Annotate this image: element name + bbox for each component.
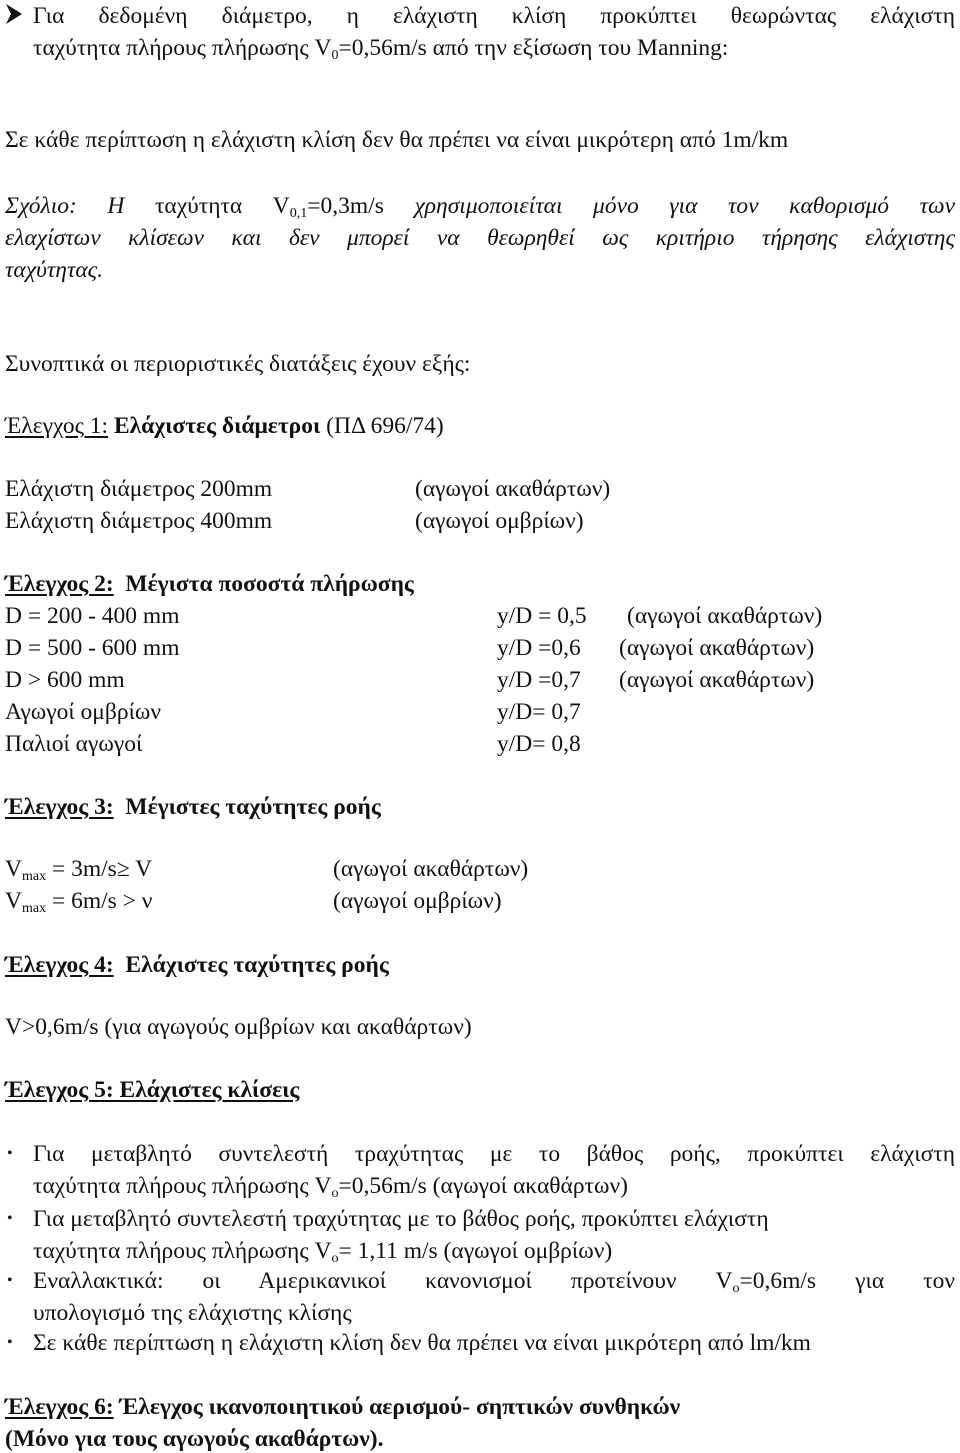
bullet-line: υπολογισμό της ελάχιστης κλίσης <box>33 1300 352 1326</box>
check2-row-note: (αγωγοί ακαθάρτων) <box>619 667 815 693</box>
bullet-line: Εναλλακτικά: οι Αμερικανικοί κανονισμοί προτείνουν $V_o=0,6m/s$ για τον <box>33 1268 956 1296</box>
bullet-icon: • <box>7 1145 13 1162</box>
comment-line: ταχύτητας. <box>5 257 104 283</box>
comment-line: ελαχίστων κλίσεων και δεν μπορεί να θεωρηθεί ως κριτήριο τήρησης ελάχιστης <box>5 225 955 251</box>
check1-heading: Έλεγχος 1: Ελάχιστες διάμετροι (ΠΔ 696/74) <box>5 413 444 439</box>
check2-row: D = 200 - 400 mm <box>5 603 180 629</box>
arrow-bullet-icon <box>4 2 24 26</box>
check2-row: D > 600 mm <box>5 667 125 693</box>
check2-row-note: (αγωγοί ακαθάρτων) <box>619 635 815 661</box>
check2-row-note: (αγωγοί ακαθάρτων) <box>627 603 823 629</box>
check2-row-ratio: y/D =0,7 <box>497 667 581 693</box>
check3-row-note: (αγωγοί ακαθάρτων) <box>333 856 529 882</box>
paragraph-min-slope: Σε κάθε περίπτωση η ελάχιστη κλίση δεν θα πρέπει να είναι μικρότερη από 1m/km <box>5 127 789 153</box>
check4-text: V>0,6m/s (για αγωγούς ομβρίων και ακαθάρτων) <box>5 1014 472 1040</box>
summary-text: Συνοπτικά οι περιοριστικές διατάξεις έχουν εξής: <box>5 351 471 377</box>
check1-row: Ελάχιστη διάμετρος 200mm <box>5 476 273 502</box>
check2-row-ratio: y/D =0,6 <box>497 635 581 661</box>
check2-row-ratio: y/D= 0,8 <box>497 731 581 757</box>
check2-row-ratio: y/D = 0,5 <box>497 603 587 629</box>
paragraph-line: Για δεδομένη διάμετρο, η ελάχιστη κλίση προκύπτει θεωρώντας ελάχιστη <box>33 3 955 29</box>
bullet-line: ταχύτητα πλήρους πλήρωσης $V_o= 1,11$ m/s (αγωγοί ομβρίων) <box>33 1238 613 1266</box>
bullet-line: ταχύτητα πλήρους πλήρωσης $V_o=0,56m/s$ (αγωγοί ακαθάρτων) <box>33 1173 628 1201</box>
check2-row: Παλιοί αγωγοί <box>5 731 143 757</box>
bullet-line: Σε κάθε περίπτωση η ελάχιστη κλίση δεν θα πρέπει να είναι μικρότερη από lm/km <box>33 1330 811 1356</box>
check1-row-note: (αγωγοί ακαθάρτων) <box>415 476 611 502</box>
check2-row: Αγωγοί ομβρίων <box>5 699 161 725</box>
check1-row: Ελάχιστη διάμετρος 400mm <box>5 508 273 534</box>
check6-heading: Έλεγχος 6: Έλεγχος ικανοποιητικού αερισμού- σηπτικών συνθηκών <box>5 1394 681 1420</box>
greater-equal-symbol: ≥ <box>116 856 130 882</box>
check5-heading: Έλεγχος 5: Ελάχιστες κλίσεις <box>5 1077 300 1103</box>
check2-row: D = 500 - 600 mm <box>5 635 180 661</box>
paragraph-line: ταχύτητα πλήρους πλήρωσης $V_0=0,56m/s$ από την εξίσωση του Manning: <box>33 35 729 63</box>
check3-row: $V_{max} = 3m/s\ge V$ <box>5 856 153 884</box>
check3-row: $V_{max} = 6m/s > \nu$ <box>5 888 153 916</box>
check3-heading: Έλεγχος 3: Μέγιστες ταχύτητες ροής <box>5 794 381 820</box>
check2-heading: Έλεγχος 2: Μέγιστα ποσοστά πλήρωσης <box>5 571 414 597</box>
comment-line: Σχόλιο: Η ταχύτητα $V_{0,1}=0,3m/s$ χρησιμοποιείται μόνο για τον καθορισμό των <box>5 193 955 221</box>
check2-row-ratio: y/D= 0,7 <box>497 699 581 725</box>
bullet-line: Για μεταβλητό συντελεστή τραχύτητας με το βάθος ροής, προκύπτει ελάχιστη <box>33 1206 769 1232</box>
check3-row-note: (αγωγοί ομβρίων) <box>333 888 502 914</box>
check4-heading: Έλεγχος 4: Ελάχιστες ταχύτητες ροής <box>5 952 389 978</box>
bullet-line: Για μεταβλητό συντελεστή τραχύτητας με το βάθος ροής, προκύπτει ελάχιστη <box>33 1141 955 1167</box>
bullet-icon: • <box>7 1210 13 1227</box>
bullet-icon: • <box>7 1334 13 1351</box>
check6-subtitle: (Μόνο για τους αγωγούς ακαθάρτων). <box>5 1426 384 1452</box>
bullet-icon: • <box>7 1272 13 1289</box>
check1-row-note: (αγωγοί ομβρίων) <box>415 508 584 534</box>
